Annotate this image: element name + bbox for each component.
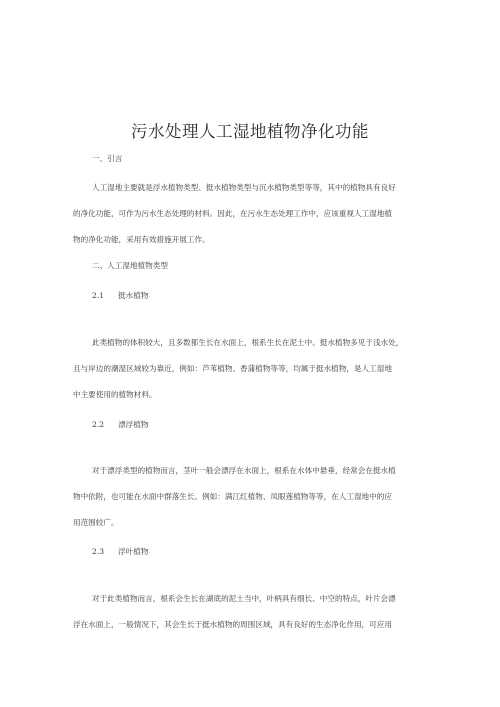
paragraph-line: 浮在水面上，一般情况下，其会生长于挺水植物的周围区域，具有良好的生态净化作用，可应用 — [73, 620, 392, 629]
paragraph-line: 用范围较广。 — [73, 518, 119, 527]
section-heading-intro: 一、引言 — [92, 154, 123, 163]
subsection-title: 漂浮植物 — [118, 420, 149, 429]
paragraph-line: 对于此类植物而言，根系会生长在湖底的泥土当中，叶柄具有细长、中空的特点，叶片会漂 — [92, 594, 396, 603]
paragraph-line: 的净化功能，可作为污水生态处理的材料。因此，在污水生态处理工作中，应该重视人工湿地植 — [73, 209, 392, 218]
subsection-heading-floating — [92, 420, 148, 430]
subsection-heading-floating-leaf — [92, 547, 148, 557]
paragraph-line: 中主要使用的植物材料。 — [73, 390, 157, 399]
document-title: 污水处理人工湿地植物净化功能 — [131, 122, 369, 141]
subsection-heading-emergent — [92, 291, 148, 301]
paragraph-line: 物的净化功能，采用有效措施开展工作。 — [73, 235, 210, 244]
paragraph-line: 且与岸边的潮湿区域较为靠近，例如：芦苇植物、香蒲植物等等，均属于挺水植物，是人工湿地 — [73, 364, 392, 373]
paragraph-line: 对于漂浮类型的植物而言，茎叶一般会漂浮在水面上，根系在水体中悬垂，经常会在挺水植 — [92, 466, 396, 475]
paragraph-line: 人工湿地主要就是浮水植物类型、挺水植物类型与沉水植物类型等等，其中的植物具有良好 — [92, 183, 396, 192]
subsection-number: 2.1 — [92, 291, 105, 300]
section-heading-plant-types: 二、人工湿地植物类型 — [92, 261, 168, 270]
subsection-title: 挺水植物 — [118, 291, 149, 300]
paragraph-line: 此类植物的体积较大，且多数都生长在水面上，根系生长在泥土中。挺水植物多见于浅水处， — [92, 338, 404, 347]
paragraph-line: 物中依附，也可能在水面中群落生长。例如：满江红植物、凤眼莲植物等等，在人工湿地中的应 — [73, 492, 392, 501]
subsection-number: 2.2 — [92, 420, 105, 429]
subsection-title: 浮叶植物 — [118, 547, 149, 556]
subsection-number: 2.3 — [92, 547, 105, 556]
